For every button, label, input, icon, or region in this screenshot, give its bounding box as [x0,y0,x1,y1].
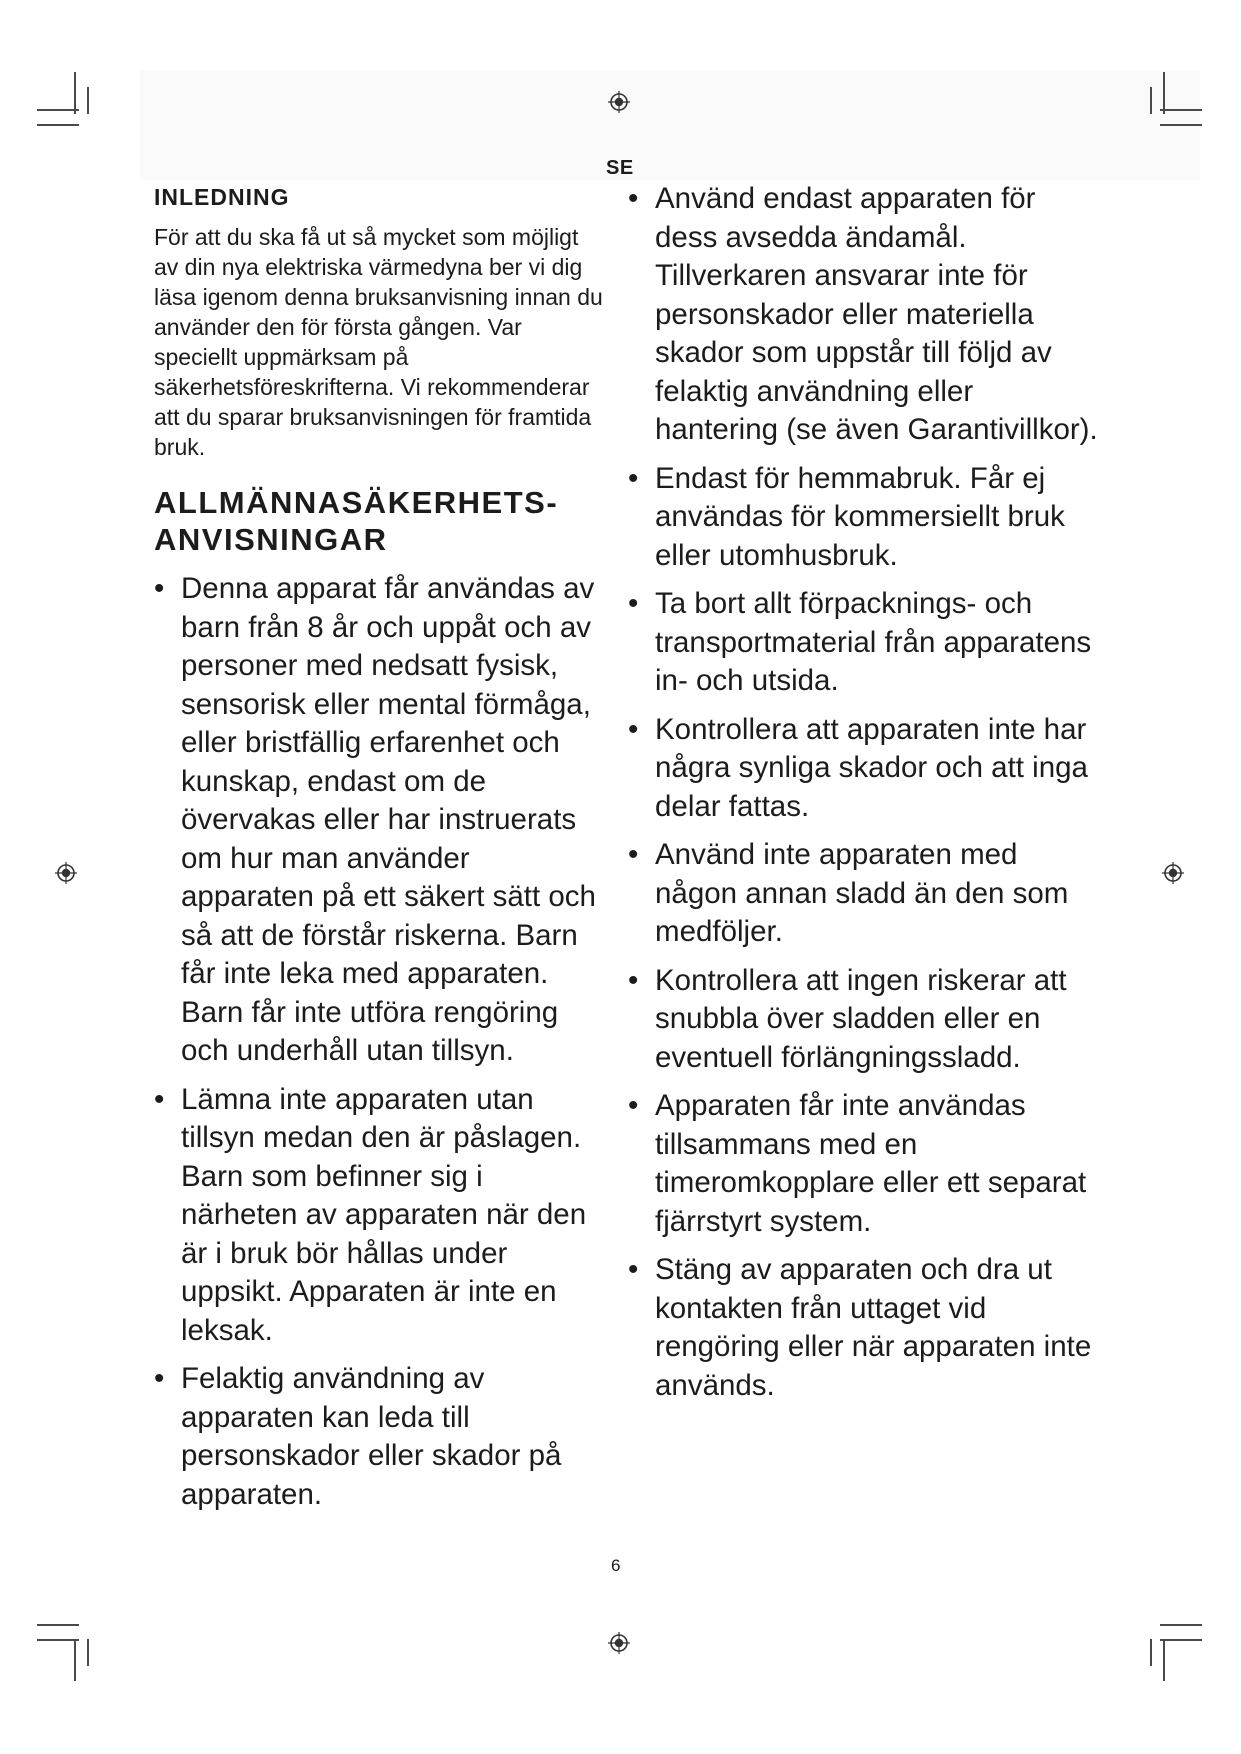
crop-mark-bottom-right-h2 [1160,1639,1202,1641]
crop-mark-bottom-right-v [1163,1639,1165,1681]
registration-target-icon [608,1632,630,1654]
safety-item: • Lämna inte apparaten utan tillsyn medan den är påslagen. Barn som befinner sig i närheten av apparaten när den är i bruk bör hållas under uppsikt. Apparaten är inte en leksak. [154,1081,606,1351]
registration-target-icon [608,91,630,113]
crop-mark-bottom-left-h2 [37,1639,79,1641]
safety-item: • Felaktig användning av apparaten kan leda till personskador eller skador på apparaten. [154,1360,606,1514]
crop-mark-top-left-v [74,72,76,114]
crop-mark-bottom-left-v [74,1639,76,1681]
crop-mark-top-left-h [37,109,79,111]
safety-item: • Denna apparat får användas av barn från 8 år och uppåt och av personer med nedsatt fysisk, sensorisk eller mental förmåga, eller bristfällig erfarenhet och kunskap, endast om de övervakas eller har instruerats om hur man använder apparaten på ett säkert sätt och så att de förstår riskerna. Barn får inte leka med apparaten. Barn får inte utföra rengöring och underhåll utan tillsyn. [154,570,606,1071]
crop-mark-top-right-v [1163,72,1165,114]
safety-item: • Använd inte apparaten med någon annan sladd än den som medföljer. [628,836,1098,952]
crop-mark-top-right-h2 [1160,124,1202,126]
safety-heading: ALLMÄNNASÄKERHETS-ANVISNINGAR [154,485,559,557]
safety-item: • Ta bort allt förpacknings- och transportmaterial från apparatens in- och utsida. [628,585,1098,701]
crop-mark-bottom-left-h [37,1624,79,1626]
registration-target-icon [55,862,77,884]
crop-mark-bottom-right-v2 [1150,1639,1152,1666]
page-number: 6 [611,1556,621,1575]
crop-mark-top-right-v2 [1150,87,1152,114]
safety-item: • Stäng av apparaten och dra ut kontakten från uttaget vid rengöring eller när apparaten inte används. [628,1251,1098,1405]
registration-target-icon [1162,862,1184,884]
crop-mark-top-left-h2 [37,124,79,126]
crop-mark-top-left-v2 [87,87,89,114]
safety-item: • Använd endast apparaten för dess avsedda ändamål. Tillverkaren ansvarar inte för personskador eller materiella skador som uppstår till följd av felaktig användning eller hantering (se även Garantivillkor). [628,180,1098,450]
crop-mark-bottom-right-h [1160,1624,1202,1626]
crop-mark-top-right-h [1160,109,1202,111]
intro-heading: INLEDNING [154,184,290,210]
print-area-band [140,70,1200,180]
safety-item: • Endast för hemmabruk. Får ej användas för kommersiellt bruk eller utomhusbruk. [628,460,1098,576]
safety-item: • Kontrollera att ingen riskerar att snubbla över sladden eller en eventuell förlängningssladd. [628,962,1098,1078]
crop-mark-bottom-left-v2 [87,1639,89,1666]
left-column [154,180,606,1524]
safety-list-right [628,180,1098,1405]
safety-item: • Kontrollera att apparaten inte har några synliga skador och att inga delar fattas. [628,711,1098,827]
language-code: SE [606,157,634,179]
safety-list-left [154,570,606,1514]
intro-paragraph: För att du ska få ut så mycket som möjligt av din nya elektriska värmedyna ber vi dig läsa igenom denna bruksanvisning innan du använder den för första gången. Var speciellt uppmärksam på säkerhetsföreskrifterna. Vi rekommenderar att du sparar bruksanvisningen för framtida bruk. [154,224,603,460]
right-column [628,180,1098,1415]
safety-item: • Apparaten får inte användas tillsammans med en timeromkopplare eller ett separat fjärrstyrt system. [628,1087,1098,1241]
